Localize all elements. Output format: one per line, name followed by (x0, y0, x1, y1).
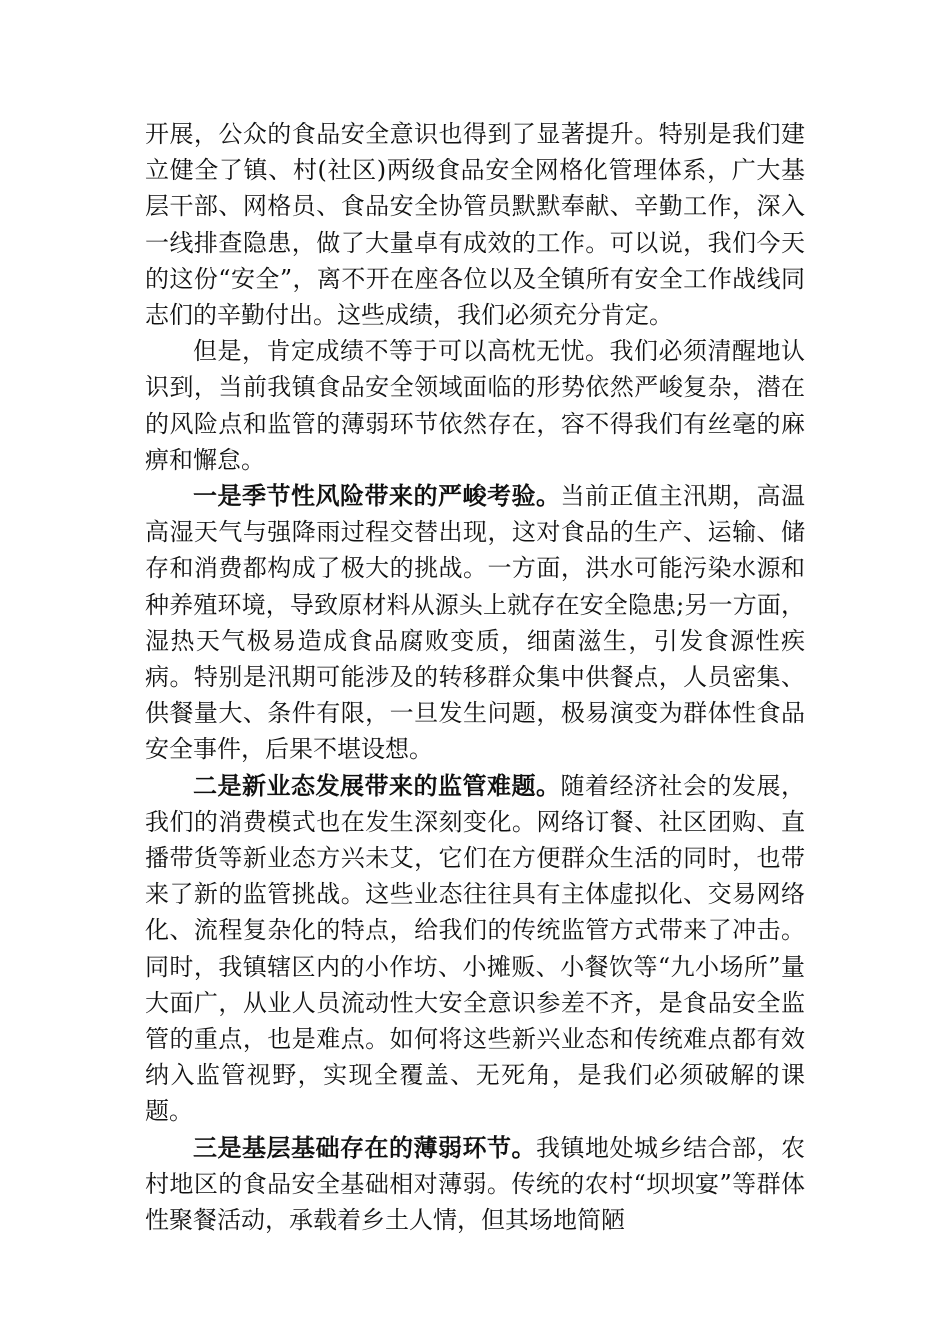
paragraph-4-lead: 二是新业态发展带来的监管难题。 (193, 770, 561, 800)
paragraph-2 (145, 333, 805, 478)
paragraph-3-text: 当前正值主汛期，高温高湿天气与强降雨过程交替出现，这对食品的生产、运输、储存和消费都构成了极大的挑战。一方面，洪水可能污染水源和种养殖环境，导致原材料从源头上就存在安全隐患;另一方面，湿热天气极易造成食品腐败变质，细菌滋生，引发食源性疾病。特别是汛期可能涉及的转移群众集中供餐点，人员密集、供餐量大、条件有限，一旦发生问题，极易演变为群体性食品安全事件，后果不堪设想。 (145, 482, 805, 764)
document-page (145, 116, 805, 1238)
paragraph-4 (145, 768, 805, 1130)
paragraph-5-text: 我镇地处城乡结合部，农村地区的食品安全基础相对薄弱。传统的农村“坝坝宴”等群体性聚餐活动，承载着乡土人情，但其场地简陋 (145, 1133, 805, 1235)
paragraph-3-lead: 一是季节性风险带来的严峻考验。 (193, 481, 561, 511)
paragraph-5 (145, 1130, 805, 1239)
paragraph-1 (145, 116, 805, 333)
paragraph-4-text: 随着经济社会的发展，我们的消费模式也在发生深刻变化。网络订餐、社区团购、直播带货等新业态方兴未艾，它们在方便群众生活的同时，也带来了新的监管挑战。这些业态往往具有主体虚拟化、交易网络化、流程复杂化的特点，给我们的传统监管方式带来了冲击。同时，我镇辖区内的小作坊、小摊贩、小餐饮等“九小场所”量大面广，从业人员流动性大安全意识参差不齐，是食品安全监管的重点，也是难点。如何将这些新兴业态和传统难点都有效纳入监管视野，实现全覆盖、无死角，是我们必须破解的课题。 (145, 771, 805, 1126)
paragraph-1-text: 开展，公众的食品安全意识也得到了显著提升。特别是我们建立健全了镇、村(社区)两级食品安全网格化管理体系，广大基层干部、网格员、食品安全协管员默默奉献、辛勤工作，深入一线排查隐患，做了大量卓有成效的工作。可以说，我们今天的这份“安全”，离不开在座各位以及全镇所有安全工作战线同志们的辛勤付出。这些成绩，我们必须充分肯定。 (145, 120, 805, 330)
paragraph-2-text: 但是，肯定成绩不等于可以高枕无忧。我们必须清醒地认识到，当前我镇食品安全领域面临的形势依然严峻复杂，潜在的风险点和监管的薄弱环节依然存在，容不得我们有丝毫的麻痹和懈怠。 (145, 337, 805, 474)
paragraph-3 (145, 478, 805, 768)
paragraph-5-lead: 三是基层基础存在的薄弱环节。 (193, 1132, 536, 1162)
